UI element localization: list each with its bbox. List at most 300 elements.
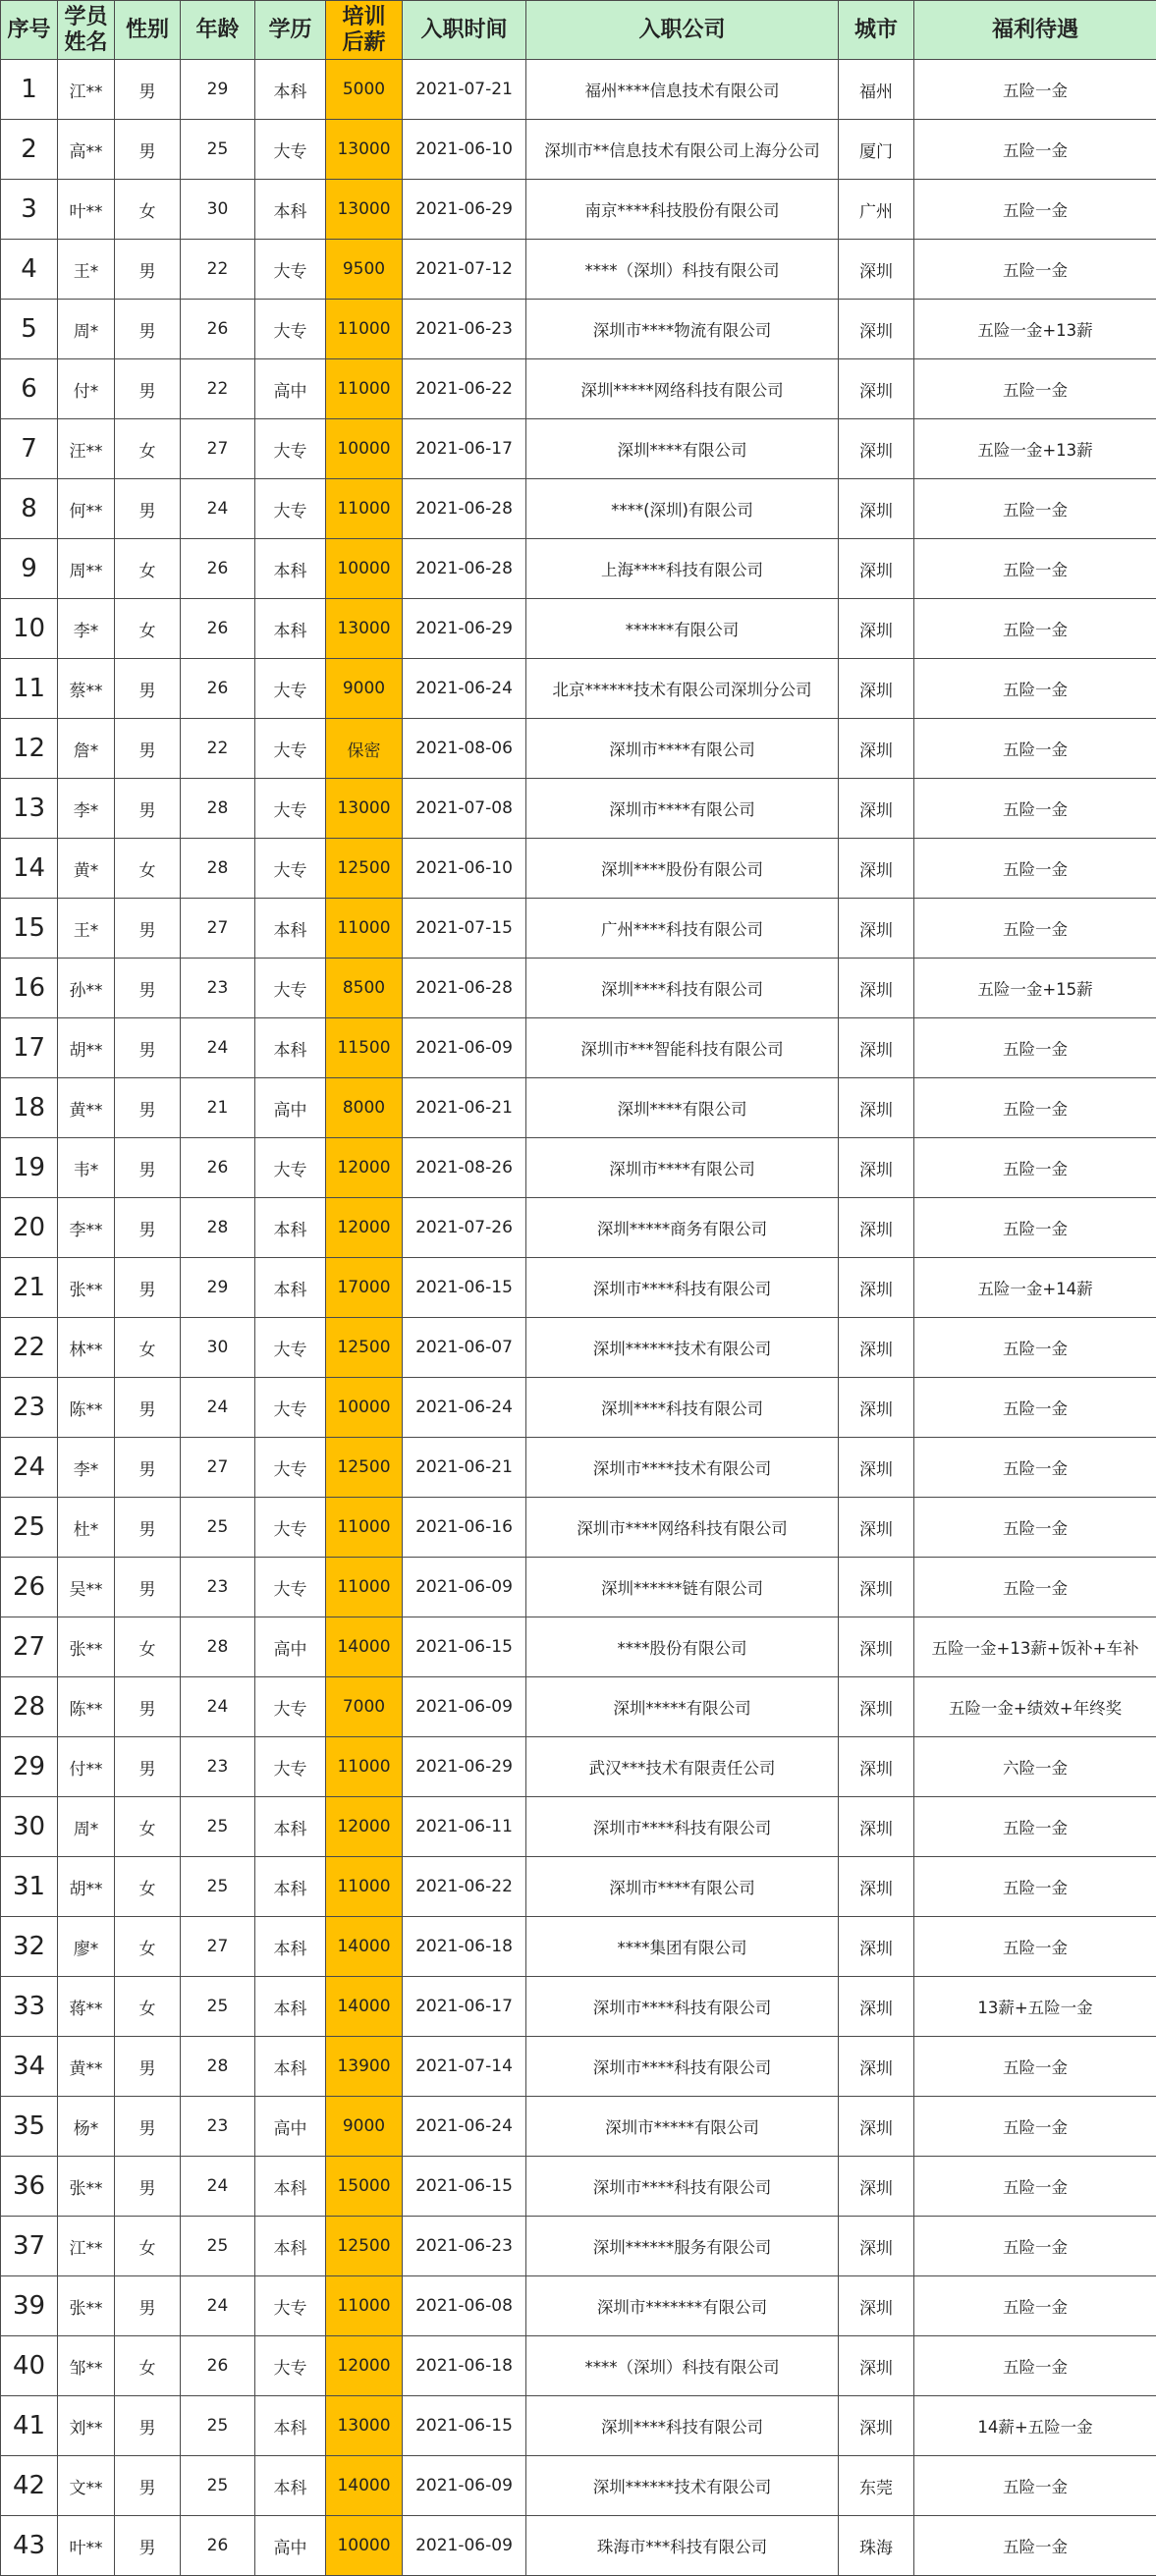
cell-name: 刘**: [58, 2396, 115, 2456]
cell-gender: 女: [115, 539, 181, 599]
cell-date: 2021-07-12: [403, 240, 526, 300]
cell-date: 2021-06-24: [403, 659, 526, 719]
cell-salary: 11000: [326, 479, 403, 539]
cell-welfare: 五险一金: [914, 659, 1156, 719]
table-row: [1, 1917, 1156, 1977]
cell-no: 5: [1, 300, 58, 359]
cell-no: 26: [1, 1558, 58, 1617]
cell-age: 24: [181, 1018, 255, 1078]
cell-city: 深圳: [839, 719, 914, 779]
cell-age: 28: [181, 839, 255, 899]
table-row: [1, 539, 1156, 599]
cell-date: 2021-07-26: [403, 1198, 526, 1258]
cell-no: 34: [1, 2037, 58, 2097]
cell-education: 高中: [255, 1617, 326, 1677]
cell-welfare: 五险一金: [914, 2456, 1156, 2516]
cell-date: 2021-07-15: [403, 899, 526, 959]
cell-date: 2021-07-14: [403, 2037, 526, 2097]
cell-date: 2021-06-28: [403, 539, 526, 599]
cell-education: 大专: [255, 479, 326, 539]
cell-company: 深圳市****有限公司: [526, 1857, 839, 1917]
cell-age: 25: [181, 1977, 255, 2037]
cell-name: 叶**: [58, 180, 115, 240]
cell-education: 高中: [255, 359, 326, 419]
table-row: [1, 419, 1156, 479]
cell-name: 周**: [58, 539, 115, 599]
cell-salary: 9000: [326, 2097, 403, 2157]
cell-no: 1: [1, 60, 58, 120]
cell-welfare: 五险一金: [914, 839, 1156, 899]
table-row: [1, 180, 1156, 240]
cell-no: 30: [1, 1797, 58, 1857]
cell-name: 胡**: [58, 1857, 115, 1917]
cell-welfare: 五险一金: [914, 2037, 1156, 2097]
cell-gender: 男: [115, 659, 181, 719]
cell-date: 2021-06-22: [403, 1857, 526, 1917]
cell-city: 福州: [839, 60, 914, 120]
table-row: [1, 1558, 1156, 1617]
cell-gender: 男: [115, 1018, 181, 1078]
cell-welfare: 五险一金: [914, 479, 1156, 539]
cell-date: 2021-07-08: [403, 779, 526, 839]
cell-gender: 男: [115, 1378, 181, 1438]
cell-no: 33: [1, 1977, 58, 2037]
cell-city: 深圳: [839, 959, 914, 1018]
cell-name: 邹**: [58, 2336, 115, 2396]
cell-welfare: 五险一金: [914, 2097, 1156, 2157]
cell-name: 陈**: [58, 1677, 115, 1737]
cell-city: 深圳: [839, 359, 914, 419]
cell-gender: 女: [115, 419, 181, 479]
cell-name: 蒋**: [58, 1977, 115, 2037]
cell-gender: 男: [115, 240, 181, 300]
table-row: [1, 2217, 1156, 2276]
cell-age: 27: [181, 899, 255, 959]
cell-city: 深圳: [839, 1617, 914, 1677]
cell-welfare: 五险一金: [914, 240, 1156, 300]
cell-company: 深圳******服务有限公司: [526, 2217, 839, 2276]
cell-gender: 女: [115, 599, 181, 659]
cell-welfare: 五险一金: [914, 1438, 1156, 1498]
cell-welfare: 14薪+五险一金: [914, 2396, 1156, 2456]
table-row: [1, 1198, 1156, 1258]
cell-date: 2021-06-28: [403, 959, 526, 1018]
cell-education: 本科: [255, 180, 326, 240]
cell-education: 本科: [255, 60, 326, 120]
table-row: [1, 1677, 1156, 1737]
cell-city: 深圳: [839, 1917, 914, 1977]
cell-age: 23: [181, 2097, 255, 2157]
table-row: [1, 240, 1156, 300]
cell-gender: 男: [115, 2456, 181, 2516]
cell-city: 深圳: [839, 1318, 914, 1378]
cell-gender: 男: [115, 1258, 181, 1318]
cell-company: 深圳市****科技有限公司: [526, 1977, 839, 2037]
cell-welfare: 五险一金: [914, 599, 1156, 659]
table-row: [1, 300, 1156, 359]
cell-education: 大专: [255, 1378, 326, 1438]
table-row: [1, 659, 1156, 719]
cell-date: 2021-06-09: [403, 2456, 526, 2516]
cell-city: 深圳: [839, 2276, 914, 2336]
cell-name: 陈**: [58, 1378, 115, 1438]
header-city: 城市: [839, 1, 914, 60]
cell-salary: 9500: [326, 240, 403, 300]
cell-welfare: 五险一金: [914, 779, 1156, 839]
header-row: [1, 1, 1156, 60]
cell-no: 36: [1, 2157, 58, 2217]
table-row: [1, 1378, 1156, 1438]
cell-education: 本科: [255, 1258, 326, 1318]
cell-education: 本科: [255, 1977, 326, 2037]
cell-gender: 男: [115, 1138, 181, 1198]
cell-gender: 男: [115, 959, 181, 1018]
cell-age: 24: [181, 1378, 255, 1438]
cell-no: 40: [1, 2336, 58, 2396]
table-row: [1, 779, 1156, 839]
cell-date: 2021-06-24: [403, 2097, 526, 2157]
cell-gender: 男: [115, 1498, 181, 1558]
cell-age: 24: [181, 479, 255, 539]
cell-company: 深圳市*******有限公司: [526, 2276, 839, 2336]
cell-age: 26: [181, 659, 255, 719]
cell-salary: 14000: [326, 1977, 403, 2037]
table-row: [1, 1977, 1156, 2037]
cell-salary: 12000: [326, 1797, 403, 1857]
cell-company: 深圳****股份有限公司: [526, 839, 839, 899]
table-row: [1, 2157, 1156, 2217]
cell-name: 江**: [58, 60, 115, 120]
cell-salary: 11000: [326, 1498, 403, 1558]
cell-age: 26: [181, 1138, 255, 1198]
cell-welfare: 五险一金+绩效+年终奖: [914, 1677, 1156, 1737]
cell-education: 大专: [255, 1737, 326, 1797]
cell-gender: 男: [115, 300, 181, 359]
cell-education: 大专: [255, 779, 326, 839]
cell-gender: 男: [115, 1078, 181, 1138]
cell-date: 2021-06-15: [403, 2396, 526, 2456]
cell-education: 大专: [255, 419, 326, 479]
cell-no: 9: [1, 539, 58, 599]
cell-age: 27: [181, 1917, 255, 1977]
cell-name: 江**: [58, 2217, 115, 2276]
cell-welfare: 五险一金: [914, 180, 1156, 240]
table-row: [1, 599, 1156, 659]
cell-company: 深圳市**信息技术有限公司上海分公司: [526, 120, 839, 180]
cell-date: 2021-06-21: [403, 1438, 526, 1498]
cell-salary: 12500: [326, 1318, 403, 1378]
cell-age: 29: [181, 60, 255, 120]
cell-date: 2021-08-06: [403, 719, 526, 779]
cell-welfare: 五险一金: [914, 1018, 1156, 1078]
header-gender: 性别: [115, 1, 181, 60]
cell-city: 珠海: [839, 2516, 914, 2576]
cell-gender: 男: [115, 2157, 181, 2217]
cell-salary: 13000: [326, 180, 403, 240]
cell-city: 深圳: [839, 779, 914, 839]
cell-name: 周*: [58, 1797, 115, 1857]
cell-no: 29: [1, 1737, 58, 1797]
table-row: [1, 1258, 1156, 1318]
header-age: 年龄: [181, 1, 255, 60]
cell-gender: 男: [115, 120, 181, 180]
cell-no: 16: [1, 959, 58, 1018]
cell-company: ****(深圳)有限公司: [526, 479, 839, 539]
cell-name: 胡**: [58, 1018, 115, 1078]
cell-education: 本科: [255, 1797, 326, 1857]
cell-date: 2021-06-28: [403, 479, 526, 539]
cell-education: 大专: [255, 719, 326, 779]
cell-city: 东莞: [839, 2456, 914, 2516]
cell-name: 张**: [58, 2157, 115, 2217]
cell-age: 30: [181, 180, 255, 240]
cell-welfare: 五险一金: [914, 1558, 1156, 1617]
cell-name: 叶**: [58, 2516, 115, 2576]
cell-age: 30: [181, 1318, 255, 1378]
cell-age: 22: [181, 359, 255, 419]
table-row: [1, 899, 1156, 959]
cell-city: 深圳: [839, 1797, 914, 1857]
cell-company: 深圳****有限公司: [526, 419, 839, 479]
header-welfare: 福利待遇: [914, 1, 1156, 60]
cell-age: 28: [181, 2037, 255, 2097]
cell-company: 武汉***技术有限责任公司: [526, 1737, 839, 1797]
cell-date: 2021-06-08: [403, 2276, 526, 2336]
cell-gender: 男: [115, 1438, 181, 1498]
cell-name: 林**: [58, 1318, 115, 1378]
cell-company: 深圳市****网络科技有限公司: [526, 1498, 839, 1558]
cell-company: 深圳******链有限公司: [526, 1558, 839, 1617]
cell-salary: 9000: [326, 659, 403, 719]
cell-salary: 14000: [326, 2456, 403, 2516]
cell-education: 大专: [255, 1498, 326, 1558]
cell-salary: 12000: [326, 1138, 403, 1198]
cell-no: 43: [1, 2516, 58, 2576]
cell-age: 26: [181, 539, 255, 599]
cell-salary: 13000: [326, 2396, 403, 2456]
cell-company: 广州****科技有限公司: [526, 899, 839, 959]
cell-city: 深圳: [839, 1737, 914, 1797]
cell-welfare: 六险一金: [914, 1737, 1156, 1797]
cell-date: 2021-07-21: [403, 60, 526, 120]
cell-gender: 女: [115, 1977, 181, 2037]
table-row: [1, 479, 1156, 539]
cell-date: 2021-06-09: [403, 1558, 526, 1617]
cell-no: 23: [1, 1378, 58, 1438]
cell-no: 14: [1, 839, 58, 899]
cell-company: ****集团有限公司: [526, 1917, 839, 1977]
cell-name: 王*: [58, 899, 115, 959]
cell-education: 大专: [255, 1558, 326, 1617]
cell-salary: 13900: [326, 2037, 403, 2097]
cell-welfare: 五险一金: [914, 2217, 1156, 2276]
cell-salary: 11000: [326, 899, 403, 959]
cell-welfare: 五险一金: [914, 719, 1156, 779]
cell-name: 吴**: [58, 1558, 115, 1617]
cell-no: 2: [1, 120, 58, 180]
cell-welfare: 五险一金: [914, 1797, 1156, 1857]
cell-education: 大专: [255, 2276, 326, 2336]
cell-no: 42: [1, 2456, 58, 2516]
cell-city: 深圳: [839, 1078, 914, 1138]
cell-education: 大专: [255, 1138, 326, 1198]
cell-education: 本科: [255, 2217, 326, 2276]
cell-education: 本科: [255, 2456, 326, 2516]
table-row: [1, 2516, 1156, 2576]
cell-salary: 12000: [326, 2336, 403, 2396]
cell-education: 本科: [255, 1198, 326, 1258]
cell-no: 19: [1, 1138, 58, 1198]
cell-company: 深圳****有限公司: [526, 1078, 839, 1138]
cell-name: 张**: [58, 1258, 115, 1318]
cell-education: 本科: [255, 599, 326, 659]
cell-welfare: 五险一金: [914, 2157, 1156, 2217]
cell-date: 2021-06-10: [403, 839, 526, 899]
cell-no: 3: [1, 180, 58, 240]
cell-name: 文**: [58, 2456, 115, 2516]
cell-gender: 男: [115, 359, 181, 419]
cell-city: 深圳: [839, 1138, 914, 1198]
cell-gender: 男: [115, 2396, 181, 2456]
cell-gender: 女: [115, 2336, 181, 2396]
cell-education: 本科: [255, 2157, 326, 2217]
cell-gender: 女: [115, 2217, 181, 2276]
header-salary-line1: 培训: [342, 4, 386, 29]
cell-salary: 13000: [326, 599, 403, 659]
cell-name: 黄**: [58, 2037, 115, 2097]
cell-company: 深圳*****有限公司: [526, 1677, 839, 1737]
cell-no: 4: [1, 240, 58, 300]
table-row: [1, 1498, 1156, 1558]
cell-city: 深圳: [839, 599, 914, 659]
cell-gender: 女: [115, 839, 181, 899]
cell-education: 大专: [255, 120, 326, 180]
cell-age: 23: [181, 1737, 255, 1797]
cell-education: 本科: [255, 2037, 326, 2097]
cell-salary: 8500: [326, 959, 403, 1018]
table-row: [1, 959, 1156, 1018]
cell-name: 李*: [58, 599, 115, 659]
cell-name: 黄**: [58, 1078, 115, 1138]
cell-gender: 男: [115, 2097, 181, 2157]
cell-company: ****股份有限公司: [526, 1617, 839, 1677]
cell-salary: 15000: [326, 2157, 403, 2217]
cell-salary: 13000: [326, 779, 403, 839]
cell-name: 周*: [58, 300, 115, 359]
cell-company: ******有限公司: [526, 599, 839, 659]
cell-date: 2021-06-21: [403, 1078, 526, 1138]
cell-company: 深圳****科技有限公司: [526, 2396, 839, 2456]
cell-company: 深圳市***智能科技有限公司: [526, 1018, 839, 1078]
cell-gender: 男: [115, 60, 181, 120]
cell-name: 李*: [58, 779, 115, 839]
cell-education: 本科: [255, 539, 326, 599]
cell-salary: 11000: [326, 2276, 403, 2336]
cell-salary: 12000: [326, 1198, 403, 1258]
cell-date: 2021-06-07: [403, 1318, 526, 1378]
cell-no: 27: [1, 1617, 58, 1677]
table-row: [1, 2097, 1156, 2157]
cell-welfare: 五险一金: [914, 1138, 1156, 1198]
cell-age: 24: [181, 1677, 255, 1737]
cell-age: 23: [181, 959, 255, 1018]
cell-welfare: 五险一金: [914, 1378, 1156, 1438]
cell-date: 2021-06-17: [403, 1977, 526, 2037]
cell-welfare: 五险一金: [914, 539, 1156, 599]
cell-date: 2021-06-15: [403, 1617, 526, 1677]
cell-date: 2021-06-23: [403, 300, 526, 359]
cell-no: 24: [1, 1438, 58, 1498]
cell-date: 2021-06-24: [403, 1378, 526, 1438]
cell-gender: 女: [115, 1617, 181, 1677]
table-row: [1, 719, 1156, 779]
cell-no: 25: [1, 1498, 58, 1558]
cell-education: 大专: [255, 240, 326, 300]
cell-salary: 10000: [326, 539, 403, 599]
header-name-line1: 学员: [64, 4, 108, 29]
cell-company: 深圳市****有限公司: [526, 1138, 839, 1198]
cell-education: 大专: [255, 300, 326, 359]
cell-gender: 男: [115, 779, 181, 839]
table-row: [1, 2276, 1156, 2336]
cell-name: 廖*: [58, 1917, 115, 1977]
cell-name: 张**: [58, 1617, 115, 1677]
header-name: [58, 1, 115, 60]
cell-age: 22: [181, 719, 255, 779]
cell-date: 2021-06-29: [403, 599, 526, 659]
cell-company: 珠海市***科技有限公司: [526, 2516, 839, 2576]
cell-company: 深圳市****科技有限公司: [526, 1797, 839, 1857]
cell-no: 35: [1, 2097, 58, 2157]
cell-education: 大专: [255, 959, 326, 1018]
cell-city: 深圳: [839, 1977, 914, 2037]
cell-city: 深圳: [839, 2037, 914, 2097]
cell-city: 深圳: [839, 2097, 914, 2157]
cell-date: 2021-06-18: [403, 2336, 526, 2396]
cell-salary: 17000: [326, 1258, 403, 1318]
cell-salary: 11000: [326, 1857, 403, 1917]
cell-company: 深圳市****科技有限公司: [526, 1258, 839, 1318]
cell-city: 深圳: [839, 539, 914, 599]
cell-gender: 女: [115, 1797, 181, 1857]
cell-name: 孙**: [58, 959, 115, 1018]
cell-name: 汪**: [58, 419, 115, 479]
cell-date: 2021-06-15: [403, 1258, 526, 1318]
cell-gender: 男: [115, 479, 181, 539]
cell-salary: 7000: [326, 1677, 403, 1737]
cell-no: 11: [1, 659, 58, 719]
cell-city: 深圳: [839, 1018, 914, 1078]
cell-education: 高中: [255, 1078, 326, 1138]
cell-gender: 女: [115, 180, 181, 240]
cell-company: 深圳*****商务有限公司: [526, 1198, 839, 1258]
cell-education: 大专: [255, 659, 326, 719]
cell-name: 李**: [58, 1198, 115, 1258]
cell-salary: 12500: [326, 1438, 403, 1498]
cell-welfare: 五险一金: [914, 1078, 1156, 1138]
cell-welfare: 五险一金: [914, 2276, 1156, 2336]
cell-welfare: 五险一金: [914, 899, 1156, 959]
cell-city: 深圳: [839, 1498, 914, 1558]
cell-date: 2021-06-09: [403, 1677, 526, 1737]
cell-city: 深圳: [839, 1438, 914, 1498]
header-salary: [326, 1, 403, 60]
cell-age: 26: [181, 599, 255, 659]
cell-name: 李*: [58, 1438, 115, 1498]
cell-no: 41: [1, 2396, 58, 2456]
cell-company: 深圳****科技有限公司: [526, 959, 839, 1018]
cell-no: 37: [1, 2217, 58, 2276]
